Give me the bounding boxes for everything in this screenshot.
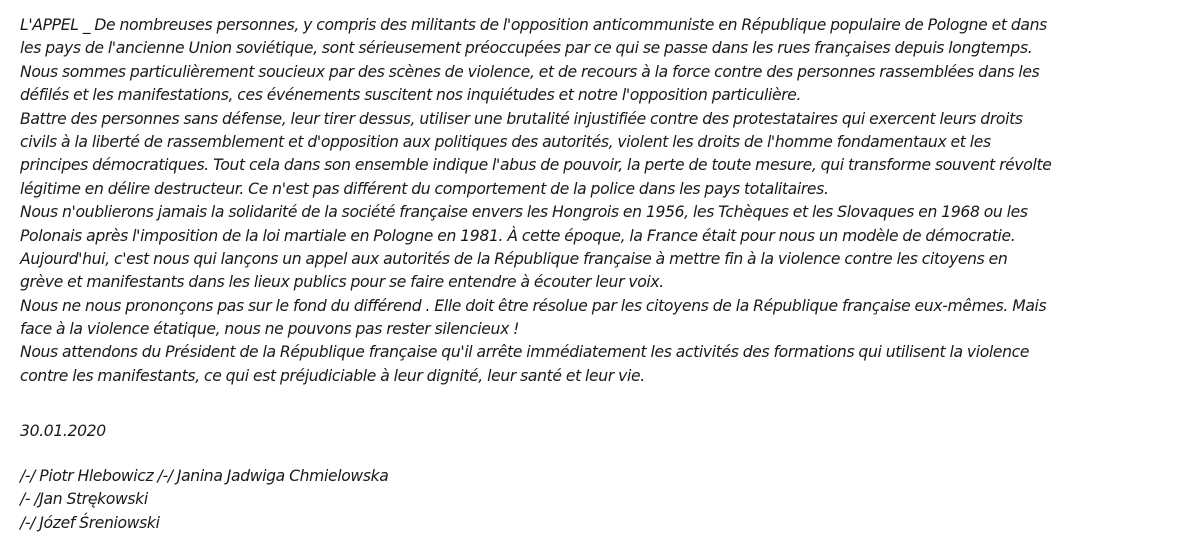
appeal-line: L'APPEL _ De nombreuses personnes, y compris des militants de l'opposition anticommuniste en République populaire de Pologne et dans <box>20 16 1047 34</box>
appeal-line: défilés et les manifestations, ces événements suscitent nos inquiétudes et notre l'opposition particulière. <box>20 86 802 105</box>
appeal-line: Nous ne nous prononçons pas sur le fond du différend . Elle doit être résolue par les citoyens de la République française eux-mêmes. Mais <box>20 296 1047 315</box>
signature-line: /-/ Piotr Hlebowicz /-/ Janina Jadwiga Chmielowska <box>20 467 389 485</box>
appeal-line: Nous n'oublierons jamais la solidarité de la société française envers les Hongrois en 1956, les Tchèques et les Slovaques en 1968 ou les <box>20 203 1028 222</box>
appeal-line: grève et manifestants dans les lieux publics pour se faire entendre à écouter leur voix. <box>20 273 664 292</box>
appeal-line: les pays de l'ancienne Union soviétique, sont sérieusement préoccupées par ce qui se passe dans les rues françaises depuis longtemps. <box>20 39 1033 58</box>
appeal-line: civils à la liberté de rassemblement et d'opposition aux politiques des autorités, violent les droits de l'homme fondamentaux et les <box>20 132 991 151</box>
appeal-line: Nous attendons du Président de la République française qu'il arrête immédiatement les activités des formations qui utilisent la violence <box>20 343 1030 362</box>
appeal-line: principes démocratiques. Tout cela dans son ensemble indique l'abus de pouvoir, la perte de toute mesure, qui transforme souvent révolte <box>20 156 1052 175</box>
appeal-body <box>20 14 1180 388</box>
document-date: 30.01.2020 <box>20 422 106 440</box>
appeal-line: Aujourd'hui, c'est nous qui lançons un appel aux autorités de la République française à mettre fin à la violence contre les citoyens en <box>20 249 1008 268</box>
signature-line: /-/ Józef Śreniowski <box>20 513 160 532</box>
signatures-block <box>20 465 388 535</box>
appeal-line: Polonais après l'imposition de la loi martiale en Pologne en 1981. À cette époque, la France était pour nous un modèle de démocratie. <box>20 226 1016 245</box>
appeal-line: face à la violence étatique, nous ne pouvons pas rester silencieux ! <box>20 320 520 339</box>
signature-line: /- /Jan Strękowski <box>20 490 148 509</box>
appeal-line: Battre des personnes sans défense, leur tirer dessus, utiliser une brutalité injustifiée contre des protestataires qui exercent leurs droits <box>20 109 1023 128</box>
appeal-line: légitime en délire destructeur. Ce n'est pas différent du comportement de la police dans les pays totalitaires. <box>20 179 829 198</box>
appeal-line: contre les manifestants, ce qui est préjudiciable à leur dignité, leur santé et leur vie. <box>20 366 645 385</box>
appeal-line: Nous sommes particulièrement soucieux par des scènes de violence, et de recours à la force contre des personnes rassemblées dans les <box>20 62 1040 81</box>
